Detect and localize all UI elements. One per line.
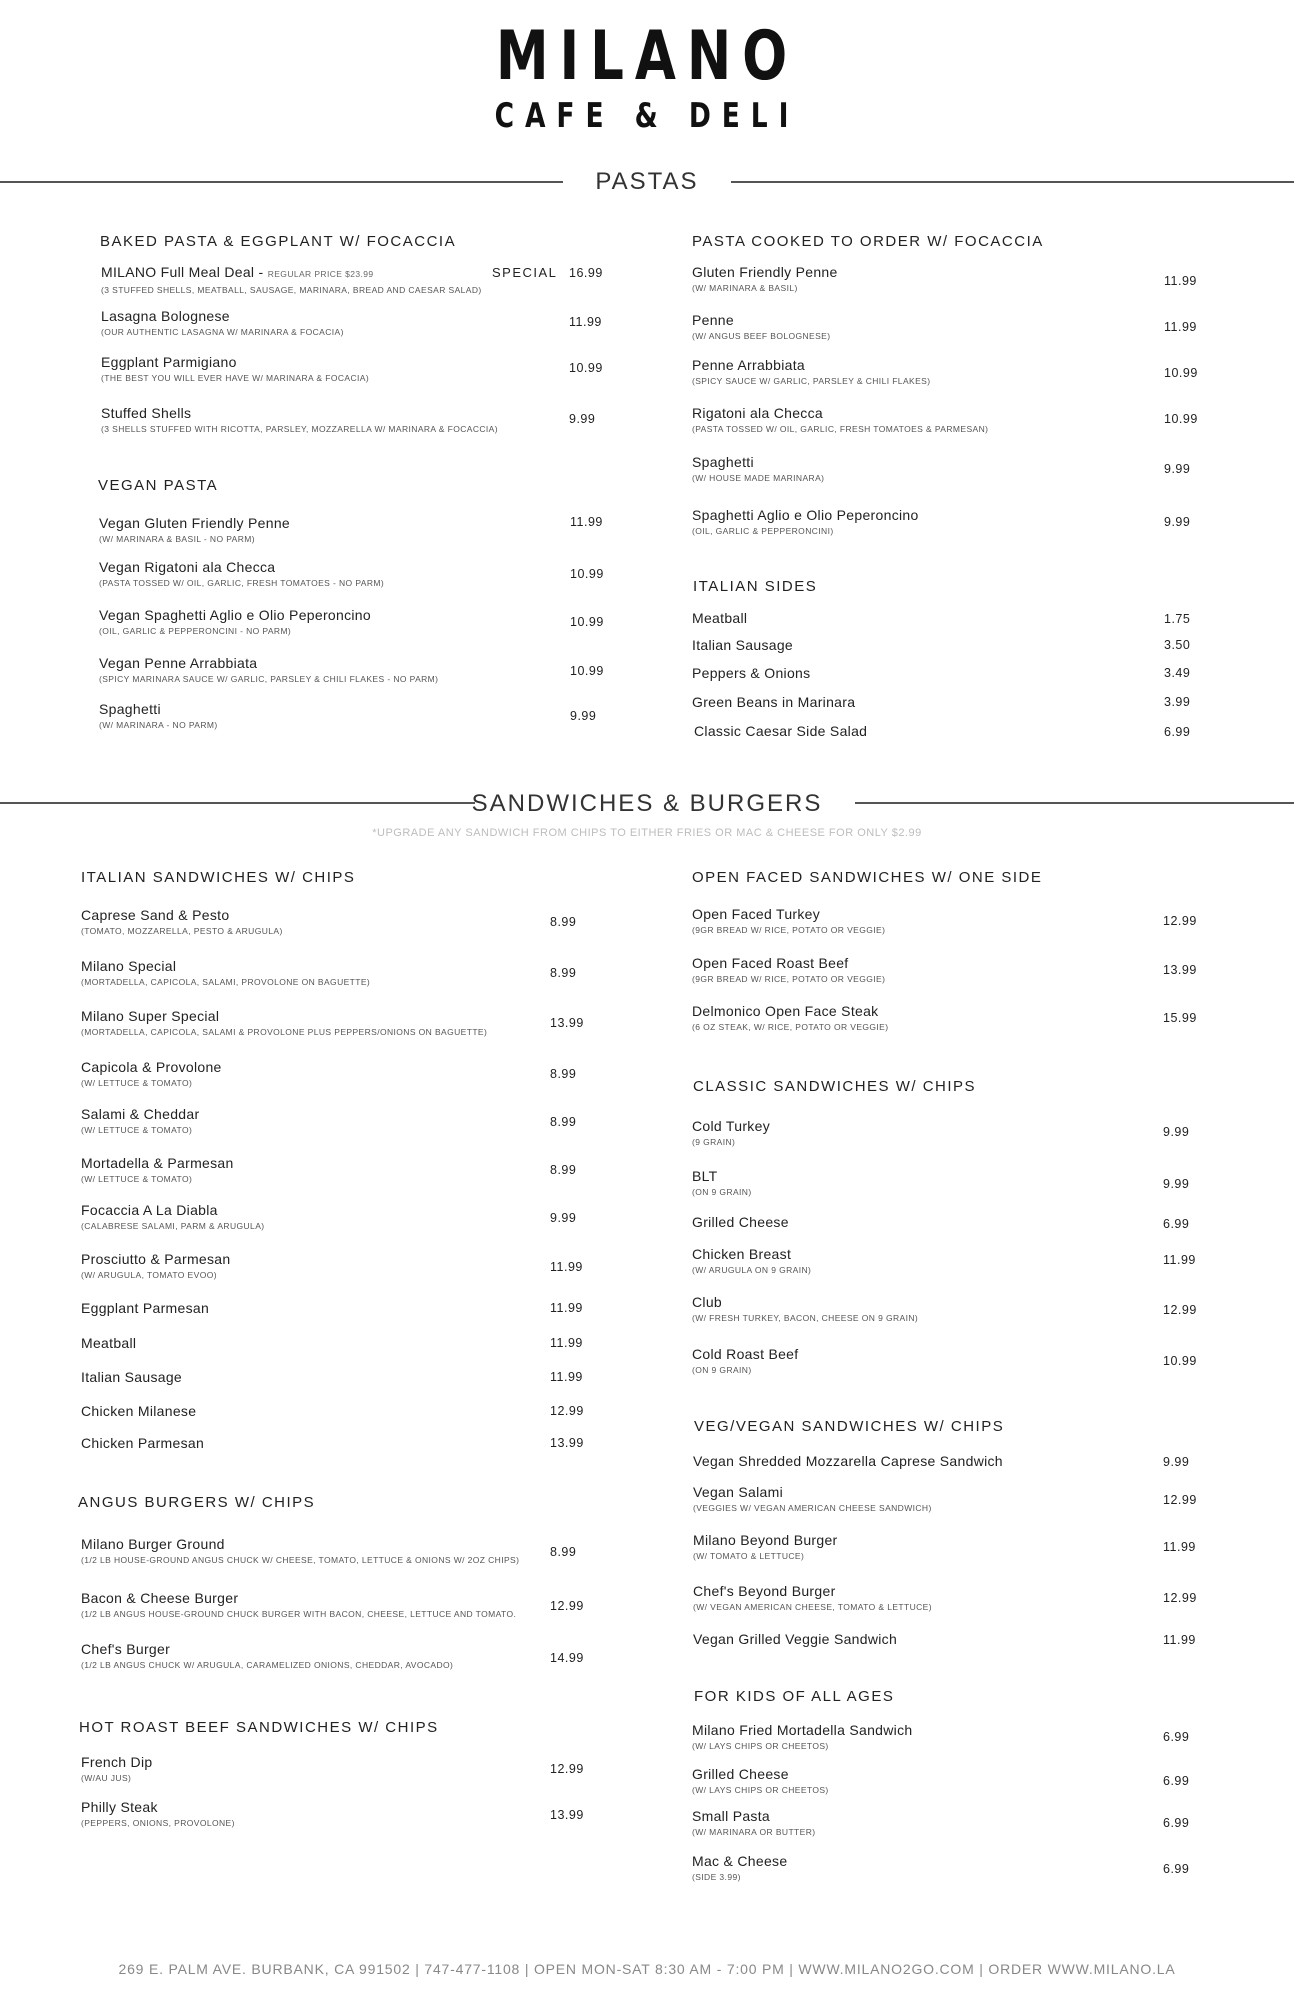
item-price: 6.99	[1163, 1730, 1190, 1744]
item-name: French Dip	[81, 1754, 153, 1770]
item-name: BLT	[692, 1168, 718, 1184]
item-price: 6.99	[1163, 1217, 1190, 1231]
item-name: Chicken Milanese	[81, 1403, 197, 1419]
item-name: Penne	[692, 312, 734, 328]
item-price: 10.99	[1163, 1354, 1197, 1368]
item-price: 11.99	[570, 515, 603, 529]
item-name: Meatball	[692, 610, 748, 626]
item-price: 9.99	[1163, 1455, 1190, 1469]
item-price: 9.99	[1163, 1125, 1190, 1139]
item-description: (W/ LETTUCE & TOMATO)	[81, 1174, 193, 1184]
item-description: (OIL, GARLIC & PEPPERONCINI)	[692, 526, 834, 536]
item-name: Italian Sausage	[692, 637, 794, 653]
item-name: Rigatoni ala Checca	[692, 405, 823, 421]
brand-name: MILANO	[495, 17, 799, 96]
header	[0, 0, 1294, 150]
item-price: 8.99	[550, 1545, 577, 1559]
item-name: Green Beans in Marinara	[692, 694, 856, 710]
item-price: 6.99	[1163, 1816, 1190, 1830]
item-description: (W/ LETTUCE & TOMATO)	[81, 1125, 193, 1135]
item-price: 12.99	[1163, 1591, 1197, 1605]
item-name: Vegan Penne Arrabbiata	[99, 655, 258, 671]
item-name: Vegan Shredded Mozzarella Caprese Sandwich	[693, 1453, 1003, 1469]
item-price: 8.99	[550, 1115, 577, 1129]
category-title: ANGUS BURGERS W/ CHIPS	[78, 1494, 316, 1511]
item-name: Eggplant Parmesan	[81, 1300, 210, 1316]
item-price: 11.99	[1163, 1253, 1196, 1267]
item-price: 13.99	[550, 1436, 584, 1450]
category-title: CLASSIC SANDWICHES W/ CHIPS	[693, 1078, 977, 1095]
item-description: (SPICY SAUCE W/ GARLIC, PARSLEY & CHILI FLAKES)	[692, 376, 931, 386]
item-price: 13.99	[550, 1016, 584, 1030]
item-price: 10.99	[570, 567, 604, 581]
item-price: 12.99	[550, 1404, 584, 1418]
item-description: (VEGGIES W/ VEGAN AMERICAN CHEESE SANDWICH)	[693, 1503, 932, 1513]
regular-price: REGULAR PRICE $23.99	[267, 269, 374, 279]
item-name: Eggplant Parmigiano	[101, 354, 237, 370]
item-name: Cold Roast Beef	[692, 1346, 799, 1362]
item-description: (9GR BREAD W/ RICE, POTATO OR VEGGIE)	[692, 925, 886, 935]
item-name: Milano Fried Mortadella Sandwich	[692, 1722, 913, 1738]
item-description: (MORTADELLA, CAPICOLA, SALAMI, PROVOLONE ON BAGUETTE)	[81, 977, 371, 987]
item-name: Italian Sausage	[81, 1369, 183, 1385]
item-name: Vegan Salami	[693, 1484, 783, 1500]
item-name: Mortadella & Parmesan	[81, 1155, 234, 1171]
item-description: (W/ LAYS CHIPS OR CHEETOS)	[692, 1741, 829, 1751]
item-price: 10.99	[570, 615, 604, 629]
item-description: (W/ LAYS CHIPS OR CHEETOS)	[692, 1785, 829, 1795]
item-price: 11.99	[1164, 274, 1197, 288]
item-description: (W/ MARINARA OR BUTTER)	[692, 1827, 816, 1837]
item-price: 9.99	[1164, 515, 1191, 529]
item-description: (TOMATO, MOZZARELLA, PESTO & ARUGULA)	[81, 926, 283, 936]
item-description: (6 OZ STEAK, W/ RICE, POTATO OR VEGGIE)	[692, 1022, 889, 1032]
item-description: (W/AU JUS)	[81, 1773, 132, 1783]
item-price: 12.99	[550, 1762, 584, 1776]
item-name: Open Faced Turkey	[692, 906, 821, 922]
category-title: VEG/VEGAN SANDWICHES W/ CHIPS	[694, 1418, 1005, 1435]
item-description: (PASTA TOSSED W/ OIL, GARLIC, FRESH TOMATOES - NO PARM)	[99, 578, 385, 588]
item-price: 11.99	[1163, 1633, 1196, 1647]
item-description: (MORTADELLA, CAPICOLA, SALAMI & PROVOLONE PLUS PEPPERS/ONIONS ON BAGUETTE)	[81, 1027, 488, 1037]
item-name: MILANO Full Meal Deal - REGULAR PRICE $23.99	[101, 264, 374, 280]
item-description: (3 STUFFED SHELLS, MEATBALL, SAUSAGE, MARINARA, BREAD AND CAESAR SALAD)	[101, 285, 482, 295]
item-description: (SIDE 3.99)	[692, 1872, 741, 1882]
category-title: HOT ROAST BEEF SANDWICHES W/ CHIPS	[79, 1719, 439, 1736]
item-name: Small Pasta	[692, 1808, 770, 1824]
item-name: Meatball	[81, 1335, 137, 1351]
item-name: Bacon & Cheese Burger	[81, 1590, 239, 1606]
item-price: 9.99	[569, 412, 596, 426]
item-price: 8.99	[550, 915, 577, 929]
item-name: Philly Steak	[81, 1799, 158, 1815]
item-description: (CALABRESE SALAMI, PARM & ARUGULA)	[81, 1221, 265, 1231]
item-price: 11.99	[550, 1301, 583, 1315]
item-price: 14.99	[550, 1651, 584, 1665]
item-name: Spaghetti Aglio e Olio Peperoncino	[692, 507, 919, 523]
item-name: Milano Burger Ground	[81, 1536, 225, 1552]
item-description: (W/ HOUSE MADE MARINARA)	[692, 473, 825, 483]
item-description: (ON 9 GRAIN)	[692, 1187, 752, 1197]
item-price: 13.99	[1163, 963, 1197, 977]
category-title: VEGAN PASTA	[98, 477, 219, 494]
item-price: 10.99	[1164, 366, 1198, 380]
item-description: (1/2 LB HOUSE-GROUND ANGUS CHUCK W/ CHEESE, TOMATO, LETTUCE & ONIONS W/ 2OZ CHIPS)	[81, 1555, 520, 1565]
item-name: Chicken Parmesan	[81, 1435, 205, 1451]
item-name: Stuffed Shells	[101, 405, 192, 421]
item-name: Chef's Beyond Burger	[693, 1583, 836, 1599]
item-price: 12.99	[550, 1599, 584, 1613]
item-price: 11.99	[550, 1336, 583, 1350]
item-description: (W/ VEGAN AMERICAN CHEESE, TOMATO & LETTUCE)	[693, 1602, 932, 1612]
item-name: Vegan Grilled Veggie Sandwich	[693, 1631, 898, 1647]
item-price: 10.99	[569, 361, 603, 375]
item-description: (W/ MARINARA - NO PARM)	[99, 720, 218, 730]
item-description: (W/ TOMATO & LETTUCE)	[693, 1551, 805, 1561]
item-price: 16.99	[569, 266, 603, 280]
item-description: (W/ ARUGULA ON 9 GRAIN)	[692, 1265, 812, 1275]
item-description: (OUR AUTHENTIC LASAGNA W/ MARINARA & FOCACIA)	[101, 327, 344, 337]
item-price: 13.99	[550, 1808, 584, 1822]
item-price: 6.99	[1163, 1862, 1190, 1876]
item-price: 9.99	[570, 709, 597, 723]
item-description: (THE BEST YOU WILL EVER HAVE W/ MARINARA & FOCACIA)	[101, 373, 370, 383]
item-name: Delmonico Open Face Steak	[692, 1003, 879, 1019]
footer-contact: 269 E. PALM AVE. BURBANK, CA 991502 | 747-477-1108 | OPEN MON-SAT 8:30 AM - 7:00 PM | WWW.MILANO2GO.COM | ORDER WWW.MILANO.LA	[118, 1961, 1176, 1977]
item-name: Classic Caesar Side Salad	[694, 723, 868, 739]
sandwiches-title: SANDWICHES & BURGERS	[471, 790, 823, 817]
item-name: Chicken Breast	[692, 1246, 792, 1262]
item-price: 12.99	[1163, 1303, 1197, 1317]
item-name: Caprese Sand & Pesto	[81, 907, 230, 923]
item-price: 6.99	[1163, 1774, 1190, 1788]
item-name: Vegan Spaghetti Aglio e Olio Peperoncino	[99, 607, 371, 623]
category-title: ITALIAN SANDWICHES W/ CHIPS	[81, 869, 356, 886]
item-name: Club	[692, 1294, 722, 1310]
item-name: Milano Super Special	[81, 1008, 220, 1024]
item-description: (OIL, GARLIC & PEPPERONCINI - NO PARM)	[99, 626, 292, 636]
item-name: Spaghetti	[99, 701, 161, 717]
item-price: 11.99	[569, 315, 602, 329]
item-description: (1/2 LB ANGUS HOUSE-GROUND CHUCK BURGER WITH BACON, CHEESE, LETTUCE AND TOMATO.	[81, 1609, 517, 1619]
upgrade-note: *UPGRADE ANY SANDWICH FROM CHIPS TO EITHER FRIES OR MAC & CHEESE FOR ONLY $2.99	[372, 827, 922, 839]
item-price: 12.99	[1163, 1493, 1197, 1507]
item-name: Grilled Cheese	[692, 1766, 789, 1782]
item-description: (PEPPERS, ONIONS, PROVOLONE)	[81, 1818, 235, 1828]
item-price: 3.49	[1164, 666, 1191, 680]
item-description: (PASTA TOSSED W/ OIL, GARLIC, FRESH TOMATOES & PARMESAN)	[692, 424, 989, 434]
item-name: Capicola & Provolone	[81, 1059, 222, 1075]
brand-subtitle: CAFE & DELI	[494, 96, 800, 136]
item-name: Cold Turkey	[692, 1118, 770, 1134]
category-title: OPEN FACED SANDWICHES W/ ONE SIDE	[692, 869, 1043, 886]
item-price: 11.99	[550, 1260, 583, 1274]
item-price: 3.99	[1164, 695, 1191, 709]
item-description: (W/ ANGUS BEEF BOLOGNESE)	[692, 331, 831, 341]
item-description: (9GR BREAD W/ RICE, POTATO OR VEGGIE)	[692, 974, 886, 984]
item-price: 11.99	[1164, 320, 1197, 334]
item-name: Mac & Cheese	[692, 1853, 788, 1869]
category-title: PASTA COOKED TO ORDER W/ FOCACCIA	[692, 233, 1044, 250]
item-name: Chef's Burger	[81, 1641, 171, 1657]
item-name: Vegan Gluten Friendly Penne	[99, 515, 291, 531]
item-name: Prosciutto & Parmesan	[81, 1251, 231, 1267]
item-price: 8.99	[550, 966, 577, 980]
item-description: (W/ FRESH TURKEY, BACON, CHEESE ON 9 GRAIN)	[692, 1313, 919, 1323]
item-price: 1.75	[1164, 612, 1191, 626]
item-name: Lasagna Bolognese	[101, 308, 230, 324]
item-price: 6.99	[1164, 725, 1191, 739]
item-description: (SPICY MARINARA SAUCE W/ GARLIC, PARSLEY & CHILI FLAKES - NO PARM)	[99, 674, 439, 684]
item-price: 10.99	[570, 664, 604, 678]
item-price: 8.99	[550, 1163, 577, 1177]
item-price: 15.99	[1163, 1011, 1197, 1025]
item-price: 10.99	[1164, 412, 1198, 426]
item-name: Grilled Cheese	[692, 1214, 789, 1230]
category-title: BAKED PASTA & EGGPLANT W/ FOCACCIA	[100, 233, 457, 250]
item-description: (W/ MARINARA & BASIL - NO PARM)	[99, 534, 255, 544]
item-price: 12.99	[1163, 914, 1197, 928]
item-price: 9.99	[1163, 1177, 1190, 1191]
item-name: Gluten Friendly Penne	[692, 264, 838, 280]
item-name: Spaghetti	[692, 454, 754, 470]
item-price: 11.99	[1163, 1540, 1196, 1554]
category-title: FOR KIDS OF ALL AGES	[694, 1688, 895, 1705]
item-description: (ON 9 GRAIN)	[692, 1365, 752, 1375]
item-price: 8.99	[550, 1067, 577, 1081]
item-name: Vegan Rigatoni ala Checca	[99, 559, 276, 575]
item-name: Penne Arrabbiata	[692, 357, 805, 373]
item-description: (3 SHELLS STUFFED WITH RICOTTA, PARSLEY, MOZZARELLA W/ MARINARA & FOCACCIA)	[101, 424, 498, 434]
item-description: (9 GRAIN)	[692, 1137, 736, 1147]
item-name: Peppers & Onions	[692, 665, 811, 681]
item-name: Focaccia A La Diabla	[81, 1202, 218, 1218]
item-description: (1/2 LB ANGUS CHUCK W/ ARUGULA, CARAMELIZED ONIONS, CHEDDAR, AVOCADO)	[81, 1660, 454, 1670]
item-price: 9.99	[550, 1211, 577, 1225]
special-label: SPECIAL	[492, 265, 558, 280]
item-price: 11.99	[550, 1370, 583, 1384]
item-name: Open Faced Roast Beef	[692, 955, 849, 971]
item-description: (W/ ARUGULA, TOMATO EVOO)	[81, 1270, 217, 1280]
pastas-title: PASTAS	[595, 168, 699, 195]
item-name: Milano Special	[81, 958, 177, 974]
item-name: Milano Beyond Burger	[693, 1532, 838, 1548]
item-description: (W/ LETTUCE & TOMATO)	[81, 1078, 193, 1088]
item-price: 9.99	[1164, 462, 1191, 476]
item-price: 3.50	[1164, 638, 1191, 652]
category-title: ITALIAN SIDES	[693, 578, 818, 595]
item-description: (W/ MARINARA & BASIL)	[692, 283, 798, 293]
item-name: Salami & Cheddar	[81, 1106, 200, 1122]
